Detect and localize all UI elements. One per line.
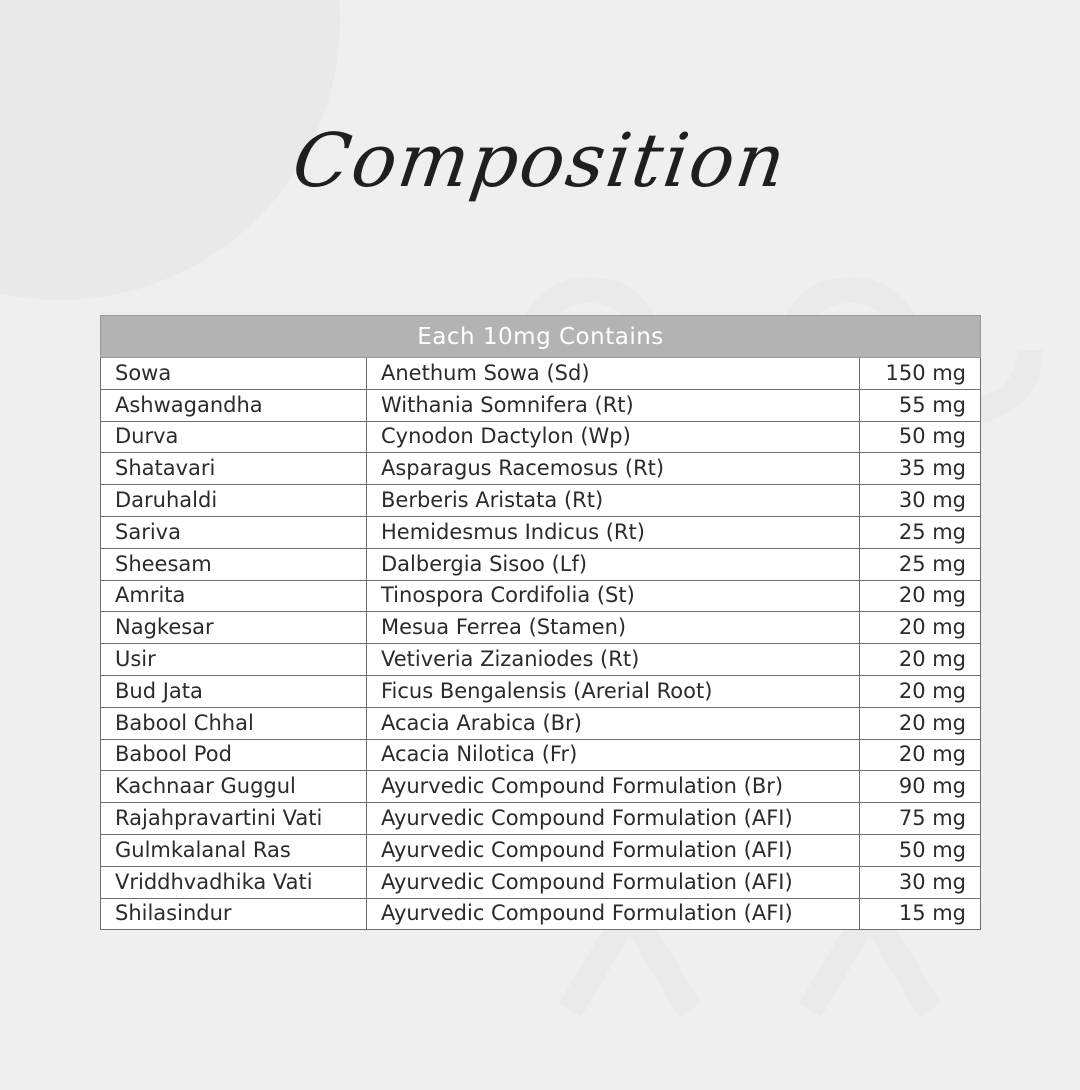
- quantity: 20 mg: [860, 580, 981, 612]
- botanical-name: Ayurvedic Compound Formulation (AFI): [367, 803, 860, 835]
- ingredient-name: Babool Pod: [101, 739, 367, 771]
- ingredient-name: Bud Jata: [101, 675, 367, 707]
- botanical-name: Asparagus Racemosus (Rt): [367, 453, 860, 485]
- table-body: [101, 358, 981, 930]
- table-row: [101, 485, 981, 517]
- quantity: 20 mg: [860, 644, 981, 676]
- ingredient-name: Shilasindur: [101, 898, 367, 930]
- table-row: [101, 358, 981, 390]
- table-row: [101, 516, 981, 548]
- ingredient-name: Durva: [101, 421, 367, 453]
- botanical-name: Acacia Arabica (Br): [367, 707, 860, 739]
- botanical-name: Vetiveria Zizaniodes (Rt): [367, 644, 860, 676]
- table-row: [101, 580, 981, 612]
- botanical-name: Ayurvedic Compound Formulation (AFI): [367, 898, 860, 930]
- ingredient-name: Ashwagandha: [101, 389, 367, 421]
- composition-table: [100, 315, 981, 930]
- quantity: 25 mg: [860, 548, 981, 580]
- table-row: [101, 898, 981, 930]
- table-row: [101, 866, 981, 898]
- botanical-name: Cynodon Dactylon (Wp): [367, 421, 860, 453]
- botanical-name: Hemidesmus Indicus (Rt): [367, 516, 860, 548]
- botanical-name: Ayurvedic Compound Formulation (AFI): [367, 834, 860, 866]
- quantity: 20 mg: [860, 707, 981, 739]
- ingredient-name: Babool Chhal: [101, 707, 367, 739]
- table-row: [101, 644, 981, 676]
- quantity: 30 mg: [860, 866, 981, 898]
- quantity: 50 mg: [860, 834, 981, 866]
- quantity: 20 mg: [860, 675, 981, 707]
- table-row: [101, 421, 981, 453]
- quantity: 15 mg: [860, 898, 981, 930]
- ingredient-name: Kachnaar Guggul: [101, 771, 367, 803]
- quantity: 75 mg: [860, 803, 981, 835]
- ingredient-name: Vriddhvadhika Vati: [101, 866, 367, 898]
- botanical-name: Tinospora Cordifolia (St): [367, 580, 860, 612]
- ingredient-name: Nagkesar: [101, 612, 367, 644]
- ingredient-name: Sowa: [101, 358, 367, 390]
- table-row: [101, 675, 981, 707]
- ingredient-name: Rajahpravartini Vati: [101, 803, 367, 835]
- botanical-name: Ayurvedic Compound Formulation (Br): [367, 771, 860, 803]
- botanical-name: Mesua Ferrea (Stamen): [367, 612, 860, 644]
- ingredient-name: Sariva: [101, 516, 367, 548]
- botanical-name: Acacia Nilotica (Fr): [367, 739, 860, 771]
- quantity: 25 mg: [860, 516, 981, 548]
- quantity: 35 mg: [860, 453, 981, 485]
- table-row: [101, 548, 981, 580]
- botanical-name: Ficus Bengalensis (Arerial Root): [367, 675, 860, 707]
- table-header-row: [101, 316, 981, 358]
- table-row: [101, 771, 981, 803]
- table-row: [101, 612, 981, 644]
- quantity: 50 mg: [860, 421, 981, 453]
- table-header: Each 10mg Contains: [101, 316, 981, 358]
- botanical-name: Withania Somnifera (Rt): [367, 389, 860, 421]
- table-row: [101, 453, 981, 485]
- table-row: [101, 389, 981, 421]
- quantity: 20 mg: [860, 739, 981, 771]
- page-title: Composition: [287, 118, 793, 204]
- botanical-name: Ayurvedic Compound Formulation (AFI): [367, 866, 860, 898]
- table-row: [101, 803, 981, 835]
- quantity: 20 mg: [860, 612, 981, 644]
- quantity: 90 mg: [860, 771, 981, 803]
- ingredient-name: Daruhaldi: [101, 485, 367, 517]
- botanical-name: Berberis Aristata (Rt): [367, 485, 860, 517]
- table-row: [101, 834, 981, 866]
- botanical-name: Dalbergia Sisoo (Lf): [367, 548, 860, 580]
- quantity: 150 mg: [860, 358, 981, 390]
- quantity: 30 mg: [860, 485, 981, 517]
- table-row: [101, 739, 981, 771]
- ingredient-name: Sheesam: [101, 548, 367, 580]
- quantity: 55 mg: [860, 389, 981, 421]
- table-row: [101, 707, 981, 739]
- ingredient-name: Shatavari: [101, 453, 367, 485]
- ingredient-name: Usir: [101, 644, 367, 676]
- ingredient-name: Amrita: [101, 580, 367, 612]
- botanical-name: Anethum Sowa (Sd): [367, 358, 860, 390]
- ingredient-name: Gulmkalanal Ras: [101, 834, 367, 866]
